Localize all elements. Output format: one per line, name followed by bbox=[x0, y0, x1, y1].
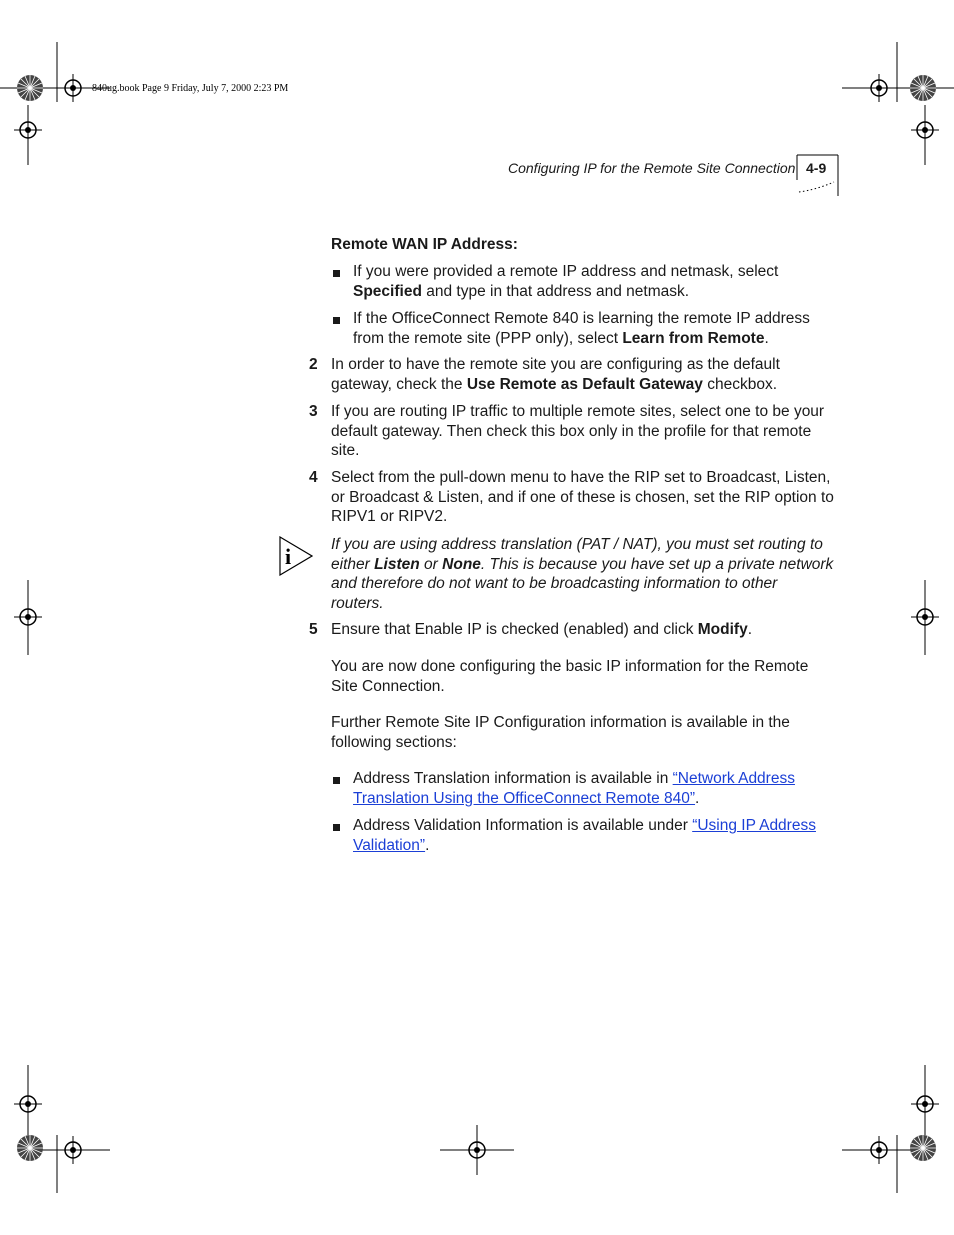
step-5-text: Ensure that Enable IP is checked (enabled) and click Modify. bbox=[331, 621, 753, 638]
section-heading: Remote WAN IP Address: bbox=[331, 236, 518, 253]
ip-validation-link[interactable]: “Using IP Address bbox=[692, 817, 816, 834]
bullet-marker bbox=[333, 777, 340, 784]
nat-link-continued[interactable]: Translation Using the OfficeConnect Remote 840” bbox=[353, 789, 696, 807]
running-title: Configuring IP for the Remote Site Connection bbox=[508, 160, 796, 176]
done-paragraph: You are now done configuring the basic IP information for the Remote Site Connection. bbox=[331, 658, 809, 695]
note-text: If you are using address translation (PAT / NAT), you must set routing to either Listen or None. This is because you have set up a private network and therefore do not want to be broadcasting information to other routers. bbox=[331, 536, 834, 612]
step-4-text: Select from the pull-down menu to have the RIP set to Broadcast, Listen, or Broadcast & Listen, and if one of these is chosen, set the RIP option to RIPV1 or RIPV2. bbox=[331, 469, 834, 525]
nat-link[interactable]: “Network Address bbox=[672, 770, 795, 787]
step-3-text: If you are routing IP traffic to multiple remote sites, select one to be your default gateway. Then check this box only in the profile for that remote site. bbox=[331, 403, 825, 459]
bullet-marker bbox=[333, 317, 340, 324]
bullet-specified: If you were provided a remote IP address and netmask, select Specified and type in that address and netmask. bbox=[353, 263, 779, 300]
step-number: 3 bbox=[309, 403, 318, 420]
step-number: 5 bbox=[309, 621, 318, 638]
bullet-nat-link: Address Translation information is available in “Network Address Translation Using the OfficeConnect Remote 840”. bbox=[353, 770, 795, 807]
bullet-learn-from-remote: If the OfficeConnect Remote 840 is learning the remote IP address from the remote site (PPP only), select Learn from Remote. bbox=[353, 310, 810, 347]
svg-text:i: i bbox=[285, 544, 292, 569]
step-2-text: In order to have the remote site you are configuring as the default gateway, check the Use Remote as Default Gateway checkbox. bbox=[331, 356, 780, 393]
bullet-marker bbox=[333, 270, 340, 277]
print-slug: 840ug.book Page 9 Friday, July 7, 2000 2:23 PM bbox=[92, 83, 289, 94]
bullet-marker bbox=[333, 824, 340, 831]
bullet-validation-link: Address Validation Information is available under “Using IP Address Validation”. bbox=[353, 817, 816, 854]
further-paragraph: Further Remote Site IP Configuration information is available in the following sections: bbox=[331, 714, 790, 751]
info-note-icon bbox=[279, 536, 313, 576]
ip-validation-link-continued[interactable]: Validation” bbox=[353, 836, 426, 854]
page-number: 4-9 bbox=[806, 160, 827, 176]
step-number: 4 bbox=[309, 469, 318, 486]
step-number: 2 bbox=[309, 356, 318, 373]
